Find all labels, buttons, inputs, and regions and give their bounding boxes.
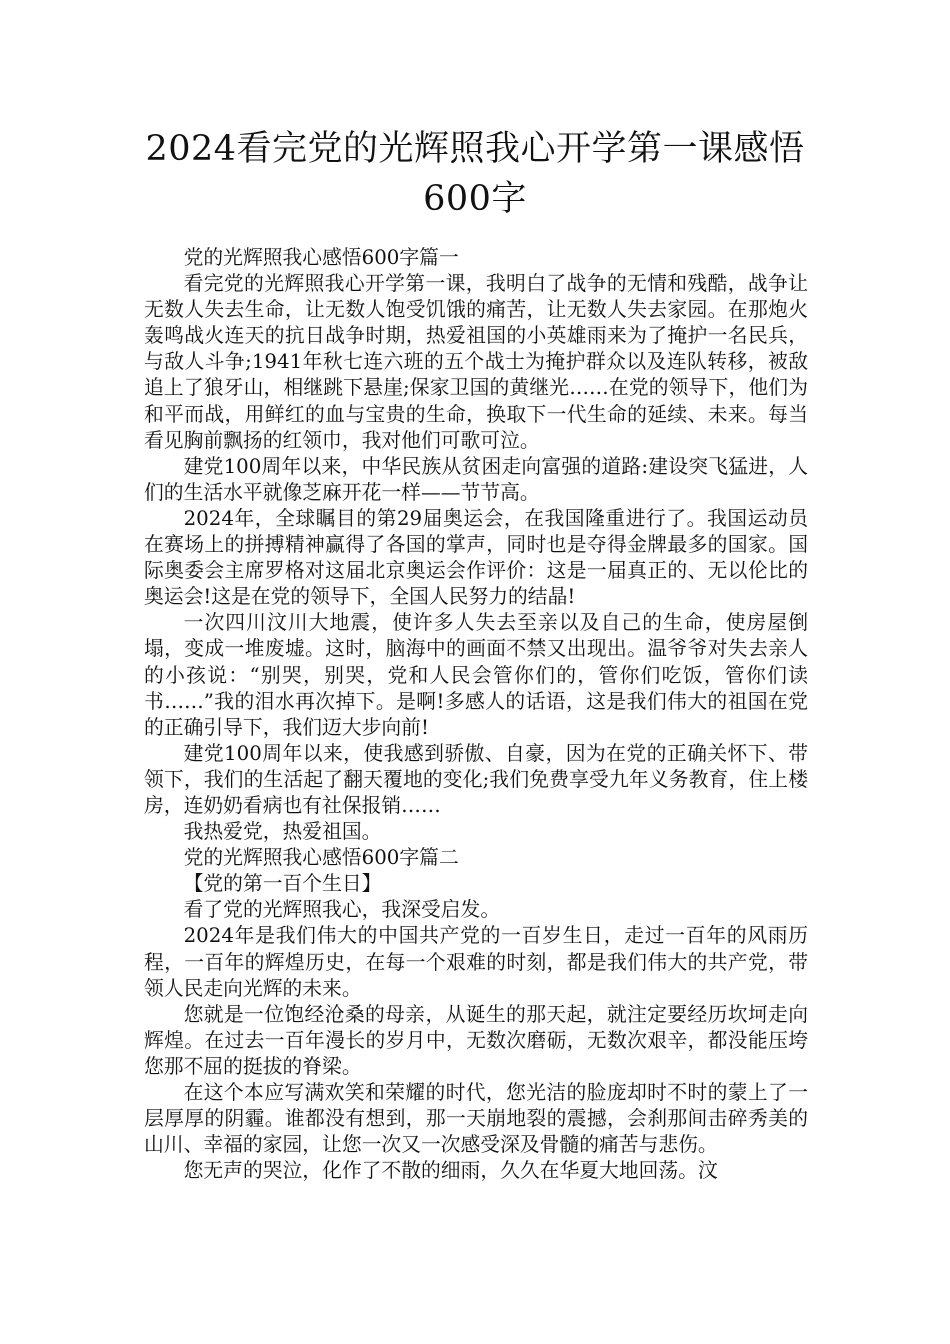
paragraph: 建党100周年以来，使我感到骄傲、自豪，因为在党的正确关怀下、带领下，我们的生活起了翻天覆地的变化;我们免费享受九年义务教育，住上楼房，连奶奶看病也有社保报销…… [144,741,808,817]
paragraph: 2024年，全球瞩目的第29届奥运会，在我国隆重进行了。我国运动员在赛场上的拼搏精神赢得了各国的掌声，同时也是夺得金牌最多的国家。国际奥委会主席罗格对这届北京奥运会作评价：这是一届真正的、无以伦比的奥运会!这是在党的领导下，全国人民努力的结晶! [144,506,808,609]
title-line-1: 2024看完党的光辉照我心开学第一课感悟 [145,129,805,169]
paragraph: 看完党的光辉照我心开学第一课，我明白了战争的无情和残酷，战争让无数人失去生命，让无数人饱受饥饿的痛苦，让无数人失去家园。在那炮火轰鸣战火连天的抗日战争时期，热爱祖国的小英雄雨来为了掩护一名民兵，与敌人斗争;1941年秋七连六班的五个战士为掩护群众以及连队转移，被敌追上了狼牙山，相继跳下悬崖;保家卫国的黄继光……在党的领导下，他们为和平而战，用鲜红的血与宝贵的生命，换取下一代生命的延续、未来。每当看见胸前飘扬的红领巾，我对他们可歌可泣。 [144,272,808,452]
title-line-2: 600字 [423,179,527,219]
section-heading-2: 党的光辉照我心感悟600字篇二 [183,846,459,870]
document-title [120,124,830,224]
paragraph: 您就是一位饱经沧桑的母亲，从诞生的那天起，就注定要经历坎坷走向辉煌。在过去一百年漫长的岁月中，无数次磨砺，无数次艰辛，都没能压垮您那不屈的挺拔的脊梁。 [144,1002,808,1078]
paragraph: 在这个本应写满欢笑和荣耀的时代，您光洁的脸庞却时不时的蒙上了一层厚厚的阴霾。谁都没有想到，那一天崩地裂的震撼，会刹那间击碎秀美的山川、幸福的家园，让您一次又一次感受深及骨髓的痛苦与悲伤。 [144,1081,808,1157]
subheading: 【党的第一百个生日】 [183,872,382,896]
paragraph: 一次四川汶川大地震，使许多人失去至亲以及自己的生命，使房屋倒塌，变成一堆废墟。这时，脑海中的画面不禁又出现出。温爷爷对失去亲人的小孩说：“别哭，别哭，党和人民会管你们的，管你们吃饭，管你们读书……”我的泪水再次掉下。是啊!多感人的话语，这是我们伟大的祖国在党的正确引导下，我们迈大步向前! [144,611,808,739]
paragraph: 建党100周年以来，中华民族从贫困走向富强的道路:建设突飞猛进，人们的生活水平就像芝麻开花一样——节节高。 [144,454,808,504]
paragraph: 看了党的光辉照我心，我深受启发。 [183,898,501,922]
document-body [144,245,808,1184]
paragraph: 您无声的哭泣，化作了不散的细雨，久久在华夏大地回荡。汶 [183,1159,718,1183]
section-heading-1: 党的光辉照我心感悟600字篇一 [183,246,459,269]
paragraph: 我热爱党，热爱祖国。 [183,820,382,844]
paragraph: 2024年是我们伟大的中国共产党的一百岁生日，走过一百年的风雨历程，一百年的辉煌历史，在每一个艰难的时刻，都是我们伟大的共产党，带领人民走向光辉的未来。 [144,924,808,1000]
